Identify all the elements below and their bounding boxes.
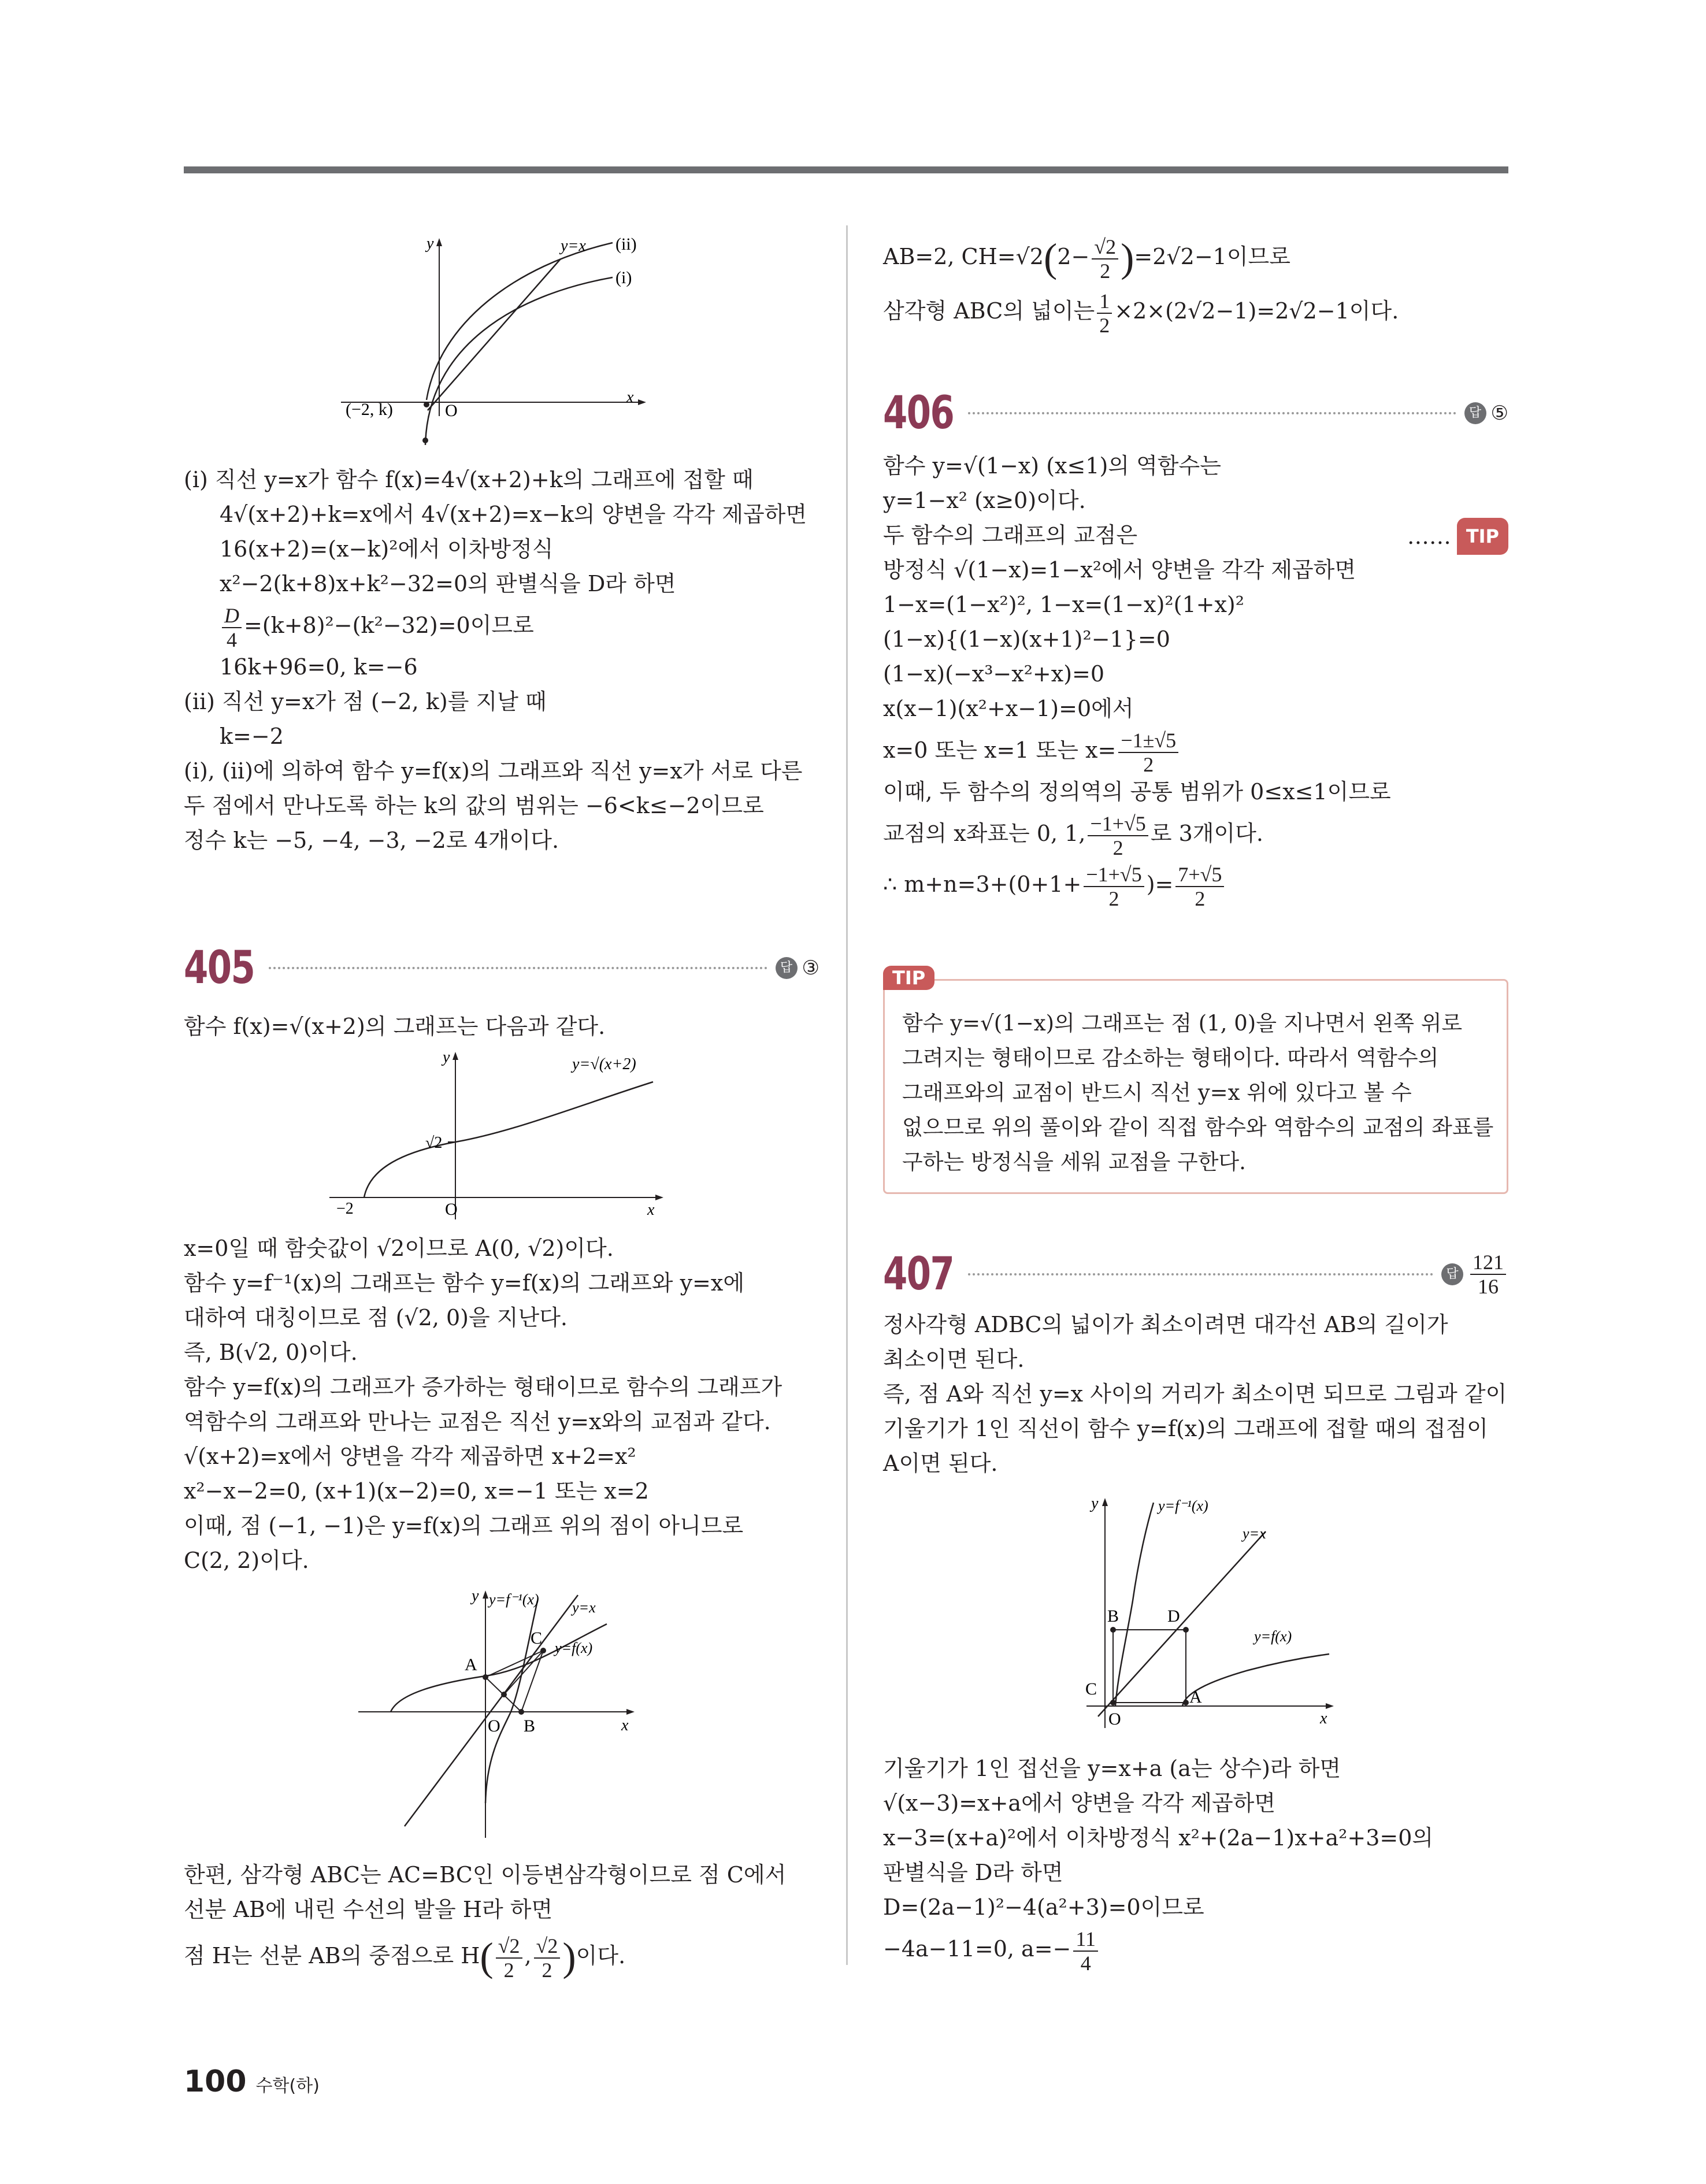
problem-405-number: 405 [184,942,255,994]
problem-406-number: 406 [883,387,954,439]
graph-404-label-ii: (ii) [615,235,637,254]
graph-404-origin: O [445,401,458,420]
s404-line-11: 정수 k는 −5, −4, −3, −2로 4개이다. [184,828,559,853]
tip-line-4: 없으므로 위의 풀이와 같이 직접 함수와 역함수의 교점의 좌표를 [902,1115,1494,1140]
solution-406 [883,448,1508,911]
problem-405-header [184,942,819,994]
s407-after-6: −4a−11=0, a=− $\frac{11}{4}$ [883,1925,1433,1973]
frac-d-over-4: $\frac{D}{4}$ [222,604,242,651]
frac-h-x: $\frac{√2}{2}$ [496,1934,522,1982]
graph-407-xaxis: x [1320,1710,1327,1727]
s406-line-10: 이때, 두 함수의 정의역의 공통 범위가 0≤x≤1이므로 [883,779,1391,804]
solution-407-after [883,1751,1433,1973]
s405-cont-2: 삼각형 ABC의 넓이는 $\frac{1}{2}$ ×2×(2√2−1)=2√2−1이다. [883,289,1399,337]
s405-after-3: 점 H는 선분 AB의 중점으로 H( $\frac{√2}{2}$ , $\frac{√2}{2}$ )이다. [184,1934,626,1982]
graph-407-B: B [1107,1607,1119,1626]
s405-line-9: 이때, 점 (−1, −1)은 y=f(x)의 그래프 위의 점이 아니므로 [184,1513,744,1538]
s404-line-3: 16(x+2)=(x−k)²에서 이차방정식 [220,536,554,562]
top-rule [184,166,1508,173]
s406-line-3: 두 함수의 그래프의 교점은 …… TIP [883,518,1508,553]
s405-line-6: 역함수의 그래프와 만나는 교점은 직선 y=x와의 교점과 같다. [184,1409,771,1434]
s405-cont-1: AB=2, CH=√2(2− $\frac{√2}{2}$ )=2√2−1이므로 [883,235,1290,283]
page-number: 100 [184,2064,247,2099]
graph-405-a-origin: O [445,1200,458,1219]
solution-407 [883,1307,1507,1481]
graph-405-b-yaxis: y [472,1587,479,1605]
s404-line-8: k=−2 [220,724,284,749]
graph-405-a [324,1046,670,1225]
s405-line-5: 함수 y=f(x)의 그래프가 증가하는 형태이므로 함수의 그래프가 [184,1374,782,1400]
s407-after-2: √(x−3)=x+a에서 양변을 각각 제곱하면 [883,1790,1276,1816]
tip-text [902,1006,1493,1180]
graph-405-b-C: C [531,1629,543,1648]
problem-407-header [883,1248,1508,1300]
s405-after-1: 한편, 삼각형 ABC는 AC=BC인 이등변삼각형이므로 점 C에서 [184,1862,787,1888]
graph-407-line-label: y=x [1243,1525,1266,1542]
tip-box [883,967,1508,1194]
solution-405-intro [184,1009,605,1044]
solution-405-cont [883,231,1399,340]
s405-intro: 함수 f(x)=√(x+2)의 그래프는 다음과 같다. [184,1014,606,1039]
s406-line-9: x=0 또는 x=1 또는 x= $\frac{-1\pm√5}{2}$ [883,726,1508,774]
frac-pm: $\frac{-1\pm√5}{2}$ [1118,729,1178,776]
page-footer [184,2064,320,2099]
tip-line-1: 함수 y=√(1−x)의 그래프는 점 (1, 0)을 지나면서 왼쪽 위로 [902,1011,1463,1036]
s407-after-1: 기울기가 1인 접선을 y=x+a (a는 상수)라 하면 [883,1756,1341,1781]
answer-407 [1441,1251,1508,1298]
tip-line-3: 그래프와의 교점이 반드시 직선 y=x 위에 있다고 볼 수 [902,1080,1412,1105]
frac-cont: $\frac{√2}{2}$ [1092,235,1118,283]
s404-line-4: x²−2(k+8)x+k²−32=0의 판별식을 D라 하면 [220,571,676,596]
solution-405-after [184,1857,786,1985]
s406-line-6: (1−x){(1−x)(x+1)²−1}=0 [883,626,1170,652]
s406-line-4: 방정식 √(1−x)=1−x²에서 양변을 각각 제곱하면 [883,557,1356,583]
answer-badge-icon: 답 [1441,1263,1463,1285]
s407-after-4: 판별식을 D라 하면 [883,1860,1063,1885]
graph-404-yaxis: y [426,235,434,253]
s405-after-2: 선분 AB에 내린 수선의 발을 H라 하면 [184,1897,553,1922]
s406-line-1: 함수 y=√(1−x) (x≤1)의 역함수는 [883,453,1221,479]
problem-407-number: 407 [883,1248,954,1300]
s405-line-8: x²−x−2=0, (x+1)(x−2)=0, x=−1 또는 x=2 [184,1478,649,1504]
leader-dots [968,1273,1433,1275]
graph-405-a-yaxis: y [443,1048,450,1066]
graph-405-a-ytick: √2 [425,1134,443,1152]
s406-line-8: x(x−1)(x²+x−1)=0에서 [883,696,1134,721]
s407-after-5: D=(2a−1)²−4(a²+3)=0이므로 [883,1894,1204,1920]
s405-line-4: 즉, B(√2, 0)이다. [184,1340,358,1365]
s404-line-10: 두 점에서 만나도록 하는 k의 값의 범위는 −6<k≤−2이므로 [184,793,764,818]
problem-406-header [883,387,1508,439]
graph-404-line-label: y=x [561,237,586,255]
graph-405-b-inv-label: y=f⁻¹(x) [489,1591,539,1608]
s407-line-4: 기울기가 1인 직선이 함수 y=f(x)의 그래프에 접할 때의 접점이 [883,1416,1488,1441]
graph-407-D: D [1167,1607,1180,1626]
s404-line-2: 4√(x+2)+k=x에서 4√(x+2)=x−k의 양변을 각각 제곱하면 [220,502,807,527]
answer-badge-icon: 답 [1464,402,1486,424]
frac-res: $\frac{7+√5}{2}$ [1175,863,1224,910]
s406-line-5: 1−x=(1−x²)², 1−x=(1−x)²(1+x)² [883,592,1244,617]
graph-405-a-curve-label: y=√(x+2) [572,1055,636,1073]
tip-box-label: TIP [883,966,934,990]
book-title: 수학(하) [255,2076,320,2096]
s407-line-2: 최소이면 된다. [883,1347,1025,1372]
graph-407-f-label: y=f(x) [1254,1628,1292,1645]
graph-405-b [353,1584,653,1849]
leader-dots [269,967,767,969]
tip-reference-dots: …… [1407,524,1451,549]
s404-line-6: 16k+96=0, k=−6 [220,654,418,680]
s406-line-2: y=1−x² (x≥0)이다. [883,488,1086,513]
graph-405-a-xtick: −2 [336,1200,354,1218]
graph-407-inv-label: y=f⁻¹(x) [1158,1497,1208,1514]
graph-405-b-line-label: y=x [572,1599,596,1616]
graph-407-yaxis: y [1091,1495,1099,1512]
column-separator [846,225,848,1965]
graph-407-origin: O [1108,1710,1121,1729]
graph-405-b-B: B [524,1716,536,1736]
frac-p2: $\frac{-1+√5}{2}$ [1084,863,1144,910]
s404-line-9: (ⅰ), (ⅱ)에 의하여 함수 y=f(x)의 그래프와 직선 y=x가 서로 다른 [184,758,803,784]
s405-line-1: x=0일 때 함숫값이 √2이므로 A(0, √2)이다. [184,1236,614,1261]
s406-line-11: 교점의 x좌표는 0, 1, $\frac{-1+√5}{2}$ 로 3개이다. [883,811,1263,859]
graph-405-b-A: A [465,1655,477,1674]
graph-405-a-xaxis: x [647,1201,655,1219]
graph-405-b-xaxis: x [621,1716,629,1734]
answer-407-frac: $\frac{121}{16}$ [1470,1251,1506,1298]
tip-reference-badge: TIP [1457,518,1508,555]
graph-407 [1075,1491,1341,1734]
s404-line-5: $\frac{D}{4}$ =(k+8)²−(k²−32)=0이므로 [184,601,807,650]
frac-p: $\frac{-1+√5}{2}$ [1088,812,1148,859]
s407-line-1: 정사각형 ADBC의 넓이가 최소이려면 대각선 AB의 길이가 [883,1312,1448,1337]
s404-line-7: (ⅱ) 직선 y=x가 점 (−2, k)를 지날 때 [184,689,547,714]
solution-404 [184,462,807,858]
s405-line-7: √(x+2)=x에서 양변을 각각 제곱하면 x+2=x² [184,1444,636,1469]
s405-line-3: 대하여 대칭이므로 점 (√2, 0)을 지난다. [184,1305,568,1330]
s407-line-3: 즉, 점 A와 직선 y=x 사이의 거리가 최소이면 되므로 그림과 같이 [883,1381,1507,1407]
graph-404-xaxis: x [626,388,634,406]
s404-line-1: (ⅰ) 직선 y=x가 함수 f(x)=4√(x+2)+k의 그래프에 접할 때 [184,467,754,492]
s405-line-2: 함수 y=f⁻¹(x)의 그래프는 함수 y=f(x)의 그래프와 y=x에 [184,1270,745,1296]
graph-407-C: C [1085,1679,1097,1699]
s407-after-3: x−3=(x+a)²에서 이차방정식 x²+(2a−1)x+a²+3=0의 [883,1825,1434,1851]
s407-line-5: A이면 된다. [883,1451,998,1476]
graph-404 [341,231,665,451]
answer-405: 답 ③ [776,956,819,980]
tip-line-2: 그려지는 형태이므로 감소하는 형태이다. 따라서 역함수의 [902,1045,1439,1070]
frac-half: $\frac{1}{2}$ [1097,290,1112,337]
s406-line-7: (1−x)(−x³−x²+x)=0 [883,661,1105,687]
s406-line-12: ∴ m+n=3+(0+1+ $\frac{-1+√5}{2}$ )= $\frac{7+√5}{2}$ [883,858,1508,911]
graph-405-b-f-label: y=f(x) [555,1640,593,1656]
s405-line-10: C(2, 2)이다. [184,1548,309,1573]
answer-406: 답 ⑤ [1464,402,1508,425]
frac-a: $\frac{11}{4}$ [1073,1927,1098,1975]
frac-h-y: $\frac{√2}{2}$ [534,1934,561,1982]
answer-badge-icon: 답 [776,957,798,979]
graph-407-A: A [1189,1688,1202,1707]
graph-405-b-origin: O [488,1716,500,1736]
tip-line-5: 구하는 방정식을 세워 교점을 구한다. [902,1150,1246,1174]
solution-405-body [184,1231,782,1578]
graph-404-label-i: (i) [615,268,632,287]
leader-dots [968,412,1456,414]
graph-404-point-label: (−2, k) [346,400,393,419]
